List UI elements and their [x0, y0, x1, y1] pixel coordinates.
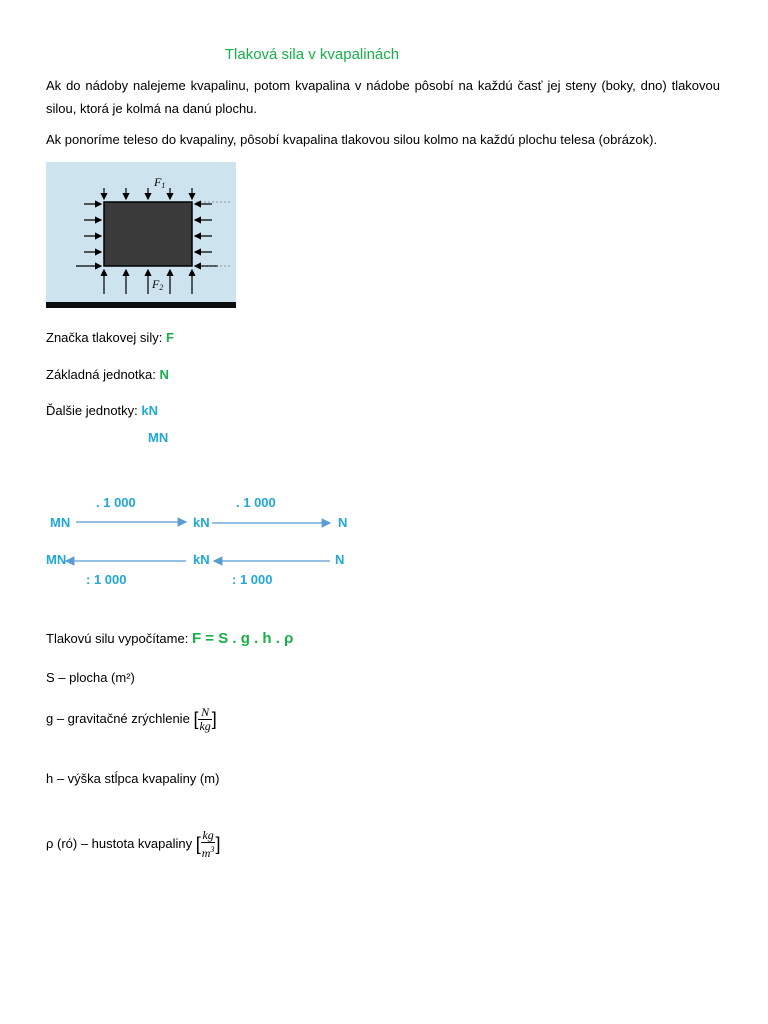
base-unit-value: N — [159, 367, 169, 382]
conversion-row1-n: N — [338, 515, 348, 530]
other-unit-mn: MN — [148, 430, 169, 445]
definition-density: ρ (ró) – hustota kvapaliny [ $\frac{kg}{m^3}$ ] — [46, 828, 221, 860]
other-unit-kn: kN — [141, 403, 159, 418]
formula-line — [46, 630, 293, 647]
force-symbol-value: F — [165, 330, 174, 345]
paragraph-submerged-body: Ak ponoríme teleso do kvapaliny, pôsobí kvapalina tlakovou silou kolmo na každú plochu telesa (obrázok). — [46, 132, 658, 147]
page-title: Tlaková sila v kvapalinách — [224, 46, 400, 63]
paragraph-container-walls: Ak do nádoby nalejeme kvapalinu, potom kvapalina v nádobe pôsobí na každú časť jej steny (boky, dno) tlakovou silou, ktorá je kolmá na danú plochu. — [46, 78, 720, 116]
definition-density-label: ρ (ró) – hustota kvapaliny — [46, 835, 193, 851]
conversion-row2-kn: kN — [193, 552, 210, 567]
conversion-row1-kn: kN — [193, 515, 210, 530]
formula-value: F = S . g . h . ρ — [191, 630, 294, 647]
definition-gravity-label: g – gravitačné zrýchlenie — [46, 710, 190, 726]
conversion-row1-mn: MN — [50, 515, 71, 530]
formula-label: Tlakovú silu vypočítame: — [46, 631, 189, 646]
conversion-multiply-1: . 1 000 — [96, 495, 136, 510]
definition-gravity: g – gravitačné zrýchlenie [ $\frac{N}{kg}$ ] — [46, 705, 217, 733]
density-unit-fraction: $\frac{kg}{m^3}$ — [201, 828, 215, 860]
conversion-row2-n: N — [335, 552, 345, 567]
conversion-row2-mn: MN — [46, 552, 67, 567]
gravity-unit-fraction: $\frac{N}{kg}$ — [199, 705, 211, 733]
conversion-divide-2: : 1 000 — [232, 572, 273, 587]
conversion-multiply-2: . 1 000 — [236, 495, 276, 510]
base-unit-label: Základná jednotka: — [46, 367, 156, 382]
conversion-divide-1: : 1 000 — [86, 572, 127, 587]
definition-height: h – výška stĺpca kvapaliny (m) — [46, 771, 220, 786]
force-label-top: F1 — [154, 175, 166, 190]
other-units-label: Ďalšie jednotky: — [46, 403, 138, 418]
force-label-bottom: F2 — [152, 277, 164, 292]
definition-area: S – plocha (m²) — [46, 670, 135, 685]
force-symbol-label: Značka tlakovej sily: — [46, 330, 163, 345]
